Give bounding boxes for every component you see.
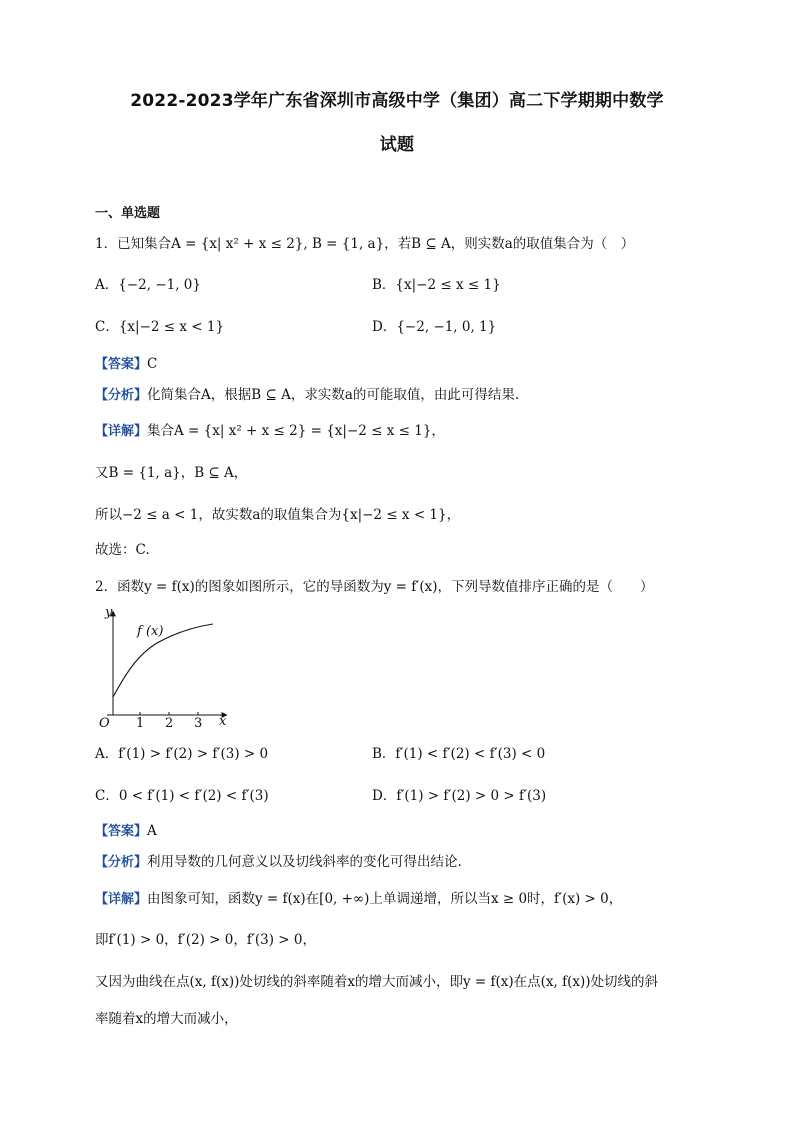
q1-option-b: B．{x|−2 ≤ x ≤ 1}: [372, 277, 501, 293]
tick-label-1: 1: [136, 716, 145, 728]
detail-tag: 【详解】: [95, 424, 148, 439]
q1-analysis: [95, 386, 519, 405]
answer-value: A: [147, 823, 157, 839]
q2-option-c: C．0 < f′(1) < f′(2) < f′(3): [95, 788, 269, 804]
function-graph: [95, 603, 235, 728]
q1-detail-4: 故选：C.: [95, 542, 150, 558]
q1-detail-2: 又B = {1, a}，B ⊆ A，: [95, 465, 248, 481]
tick-label-3: 3: [194, 716, 203, 728]
q2-detail-3: 又因为曲线在点(x, f(x))处切线的斜率随着x的增大而减小，即y = f(x)在点(x, f(x))处切线的斜: [95, 974, 659, 990]
q2-detail-4: 率随着x的增大而减小，: [95, 1011, 238, 1027]
detail-tag: 【详解】: [95, 892, 148, 907]
origin-label: O: [99, 716, 110, 728]
q2-option-b: B．f′(1) < f′(2) < f′(3) < 0: [372, 746, 546, 762]
detail-text: 集合A = {x| x² + x ≤ 2} = {x|−2 ≤ x ≤ 1}，: [147, 423, 445, 439]
q1-detail-3: 所以−2 ≤ a < 1，故实数a的取值集合为{x|−2 ≤ x < 1}，: [95, 507, 461, 523]
q2-analysis: [95, 853, 462, 872]
q2-option-a: A．f′(1) > f′(2) > f′(3) > 0: [95, 746, 269, 762]
x-axis-label: x: [219, 714, 227, 728]
tick-label-2: 2: [165, 716, 174, 728]
q1-answer: [95, 355, 157, 374]
analysis-text: 化简集合A，根据B ⊆ A，求实数a的可能取值，由此可得结果.: [147, 387, 520, 403]
q1-detail-1: [95, 422, 445, 441]
analysis-tag: 【分析】: [95, 855, 148, 870]
q1-option-c: C．{x|−2 ≤ x < 1}: [95, 319, 225, 335]
document-title-line2: 试题: [379, 135, 415, 155]
analysis-text: 利用导数的几何意义以及切线斜率的变化可得出结论.: [147, 854, 462, 870]
answer-value: C: [147, 356, 158, 372]
analysis-tag: 【分析】: [95, 388, 148, 403]
q1-option-d: D．{−2, −1, 0, 1}: [372, 319, 497, 335]
q2-detail-2: 即f′(1) > 0，f′(2) > 0，f′(3) > 0，: [95, 932, 317, 948]
document-title-line1: 2022-2023学年广东省深圳市高级中学（集团）高二下学期期中数学: [130, 91, 664, 111]
q2-option-d: D．f′(1) > f′(2) > 0 > f′(3): [372, 788, 547, 804]
q2-stem: 2．函数y = f(x)的图象如图所示，它的导函数为y = f′(x)，下列导数值排序正确的是（ ）: [95, 579, 654, 595]
q2-detail-1: [95, 890, 622, 909]
q1-option-a: A．{−2, −1, 0}: [95, 277, 201, 293]
answer-tag: 【答案】: [95, 357, 148, 372]
q2-answer: [95, 822, 157, 841]
curve-label: f (x): [137, 624, 164, 639]
detail-text: 由图象可知，函数y = f(x)在[0, +∞)上单调递增，所以当x ≥ 0时，f′(x) > 0，: [147, 891, 623, 907]
answer-tag: 【答案】: [95, 824, 148, 839]
y-axis-label: y: [105, 605, 113, 620]
section-heading: 一、单选题: [95, 206, 161, 221]
q1-stem: 1．已知集合A = {x| x² + x ≤ 2}, B = {1, a}，若B ⊆ A，则实数a的取值集合为（ ）: [95, 236, 635, 252]
